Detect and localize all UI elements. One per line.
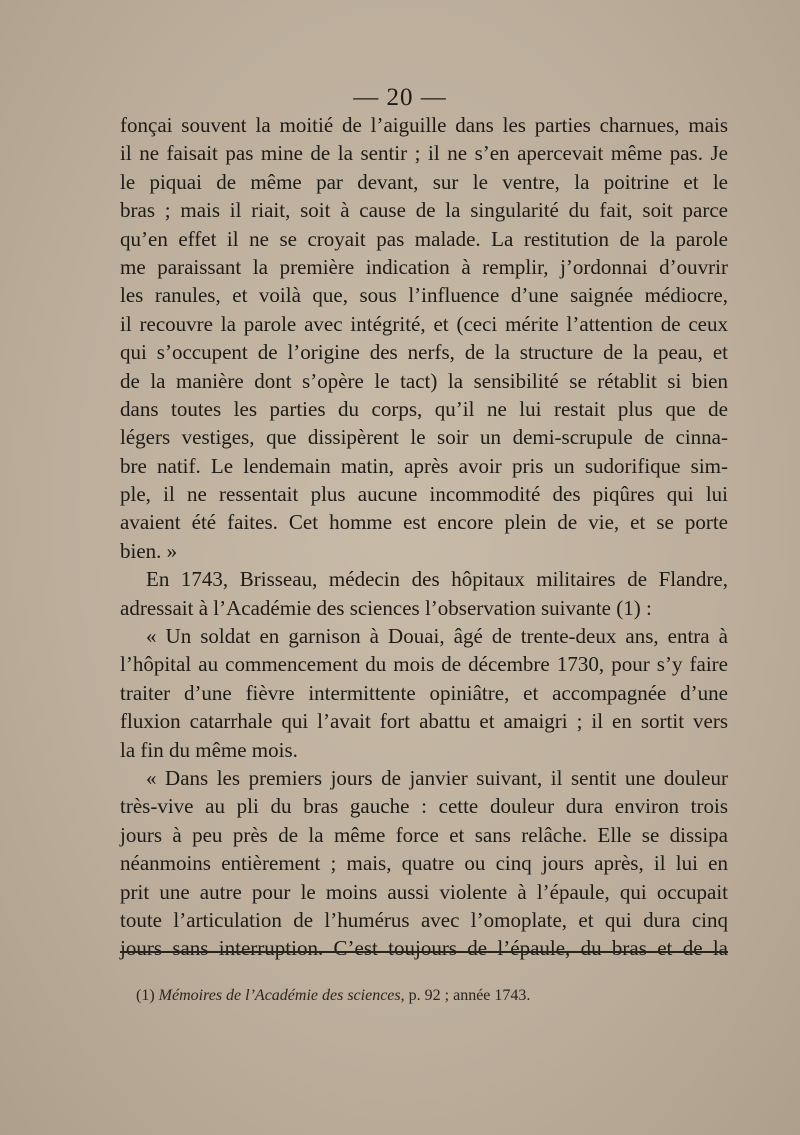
- page-number: — 20 —: [353, 84, 447, 111]
- footnote-title: Mémoires de l’Académie des sciences: [158, 987, 401, 1004]
- text-line: de la manière dont s’opère le tact) la sensibilité se rétablit si bien: [120, 368, 728, 393]
- text-line: néanmoins entièrement ; mais, quatre ou cinq jours après, il lui en: [120, 851, 728, 876]
- text-line: la fin du même mois.: [120, 737, 298, 762]
- text-line: jours sans interruption. C’est toujours de l’épaule, du bras et de la: [120, 936, 728, 961]
- footnote: [136, 987, 530, 1005]
- text-line: bras ; mais il riait, soit à cause de la singularité du fait, soit parce: [120, 198, 728, 223]
- text-line: jours à peu près de la même force et sans relâche. Elle se dissipa: [120, 822, 728, 847]
- text-line: adressait à l’Académie des sciences l’observation suivante (1) :: [120, 595, 652, 620]
- text-line: bien. »: [120, 538, 178, 563]
- text-line: « Dans les premiers jours de janvier suivant, il sentit une douleur: [146, 765, 728, 790]
- text-line: fonçai souvent la moitié de l’aiguille dans les parties charnues, mais: [120, 113, 728, 137]
- text-line: avaient été faites. Cet homme est encore plein de vie, et se porte: [120, 510, 728, 535]
- text-line: traiter d’une fièvre intermittente opiniâtre, et accompagnée d’une: [120, 680, 728, 705]
- text-line: ple, il ne ressentait plus aucune incommodité des piqûres qui lui: [120, 482, 728, 507]
- text-line: me paraissant la première indication à remplir, j’ordonnai d’ouvrir: [120, 254, 728, 279]
- text-line: qui s’occupent de l’origine des nerfs, de la structure de la peau, et: [120, 340, 728, 365]
- text-line: En 1743, Brisseau, médecin des hôpitaux militaires de Flandre,: [146, 567, 728, 592]
- text-line: dans toutes les parties du corps, qu’il ne lui restait plus que de: [120, 396, 728, 421]
- body-text: [120, 111, 728, 963]
- text-line: fluxion catarrhale qui l’avait fort abattu et amaigri ; il en sortit vers: [120, 709, 728, 734]
- text-line: prit une autre pour le moins aussi violente à l’épaule, qui occupait: [120, 879, 728, 904]
- text-line: les ranules, et voilà que, sous l’influence d’une saignée médiocre,: [120, 283, 728, 308]
- text-line: toute l’articulation de l’humérus avec l’omoplate, et qui dura cinq: [120, 907, 728, 932]
- text-line: légers vestiges, que dissipèrent le soir un demi-scrupule de cinna-: [120, 425, 728, 450]
- text-line: qu’en effet il ne se croyait pas malade. La restitution de la parole: [120, 226, 728, 251]
- text-line: bre natif. Le lendemain matin, après avoir pris un sudorifique sim-: [120, 453, 728, 478]
- text-line: le piquai de même par devant, sur le ventre, la poitrine et le: [120, 169, 728, 194]
- footnote-marker: (1): [136, 987, 155, 1004]
- footnote-reference: , p. 92 ; année 1743.: [400, 987, 531, 1004]
- footnote-divider: [120, 951, 728, 953]
- text-line: « Un soldat en garnison à Douai, âgé de trente-deux ans, entra à: [146, 624, 728, 649]
- text-line: il ne faisait pas mine de la sentir ; il ne s’en apercevait même pas. Je: [120, 141, 728, 166]
- text-line: il recouvre la parole avec intégrité, et (ceci mérite l’attention de ceux: [120, 311, 728, 336]
- text-line: très-vive au pli du bras gauche : cette douleur dura environ trois: [120, 794, 728, 819]
- text-line: l’hôpital au commencement du mois de décembre 1730, pour s’y faire: [120, 652, 728, 677]
